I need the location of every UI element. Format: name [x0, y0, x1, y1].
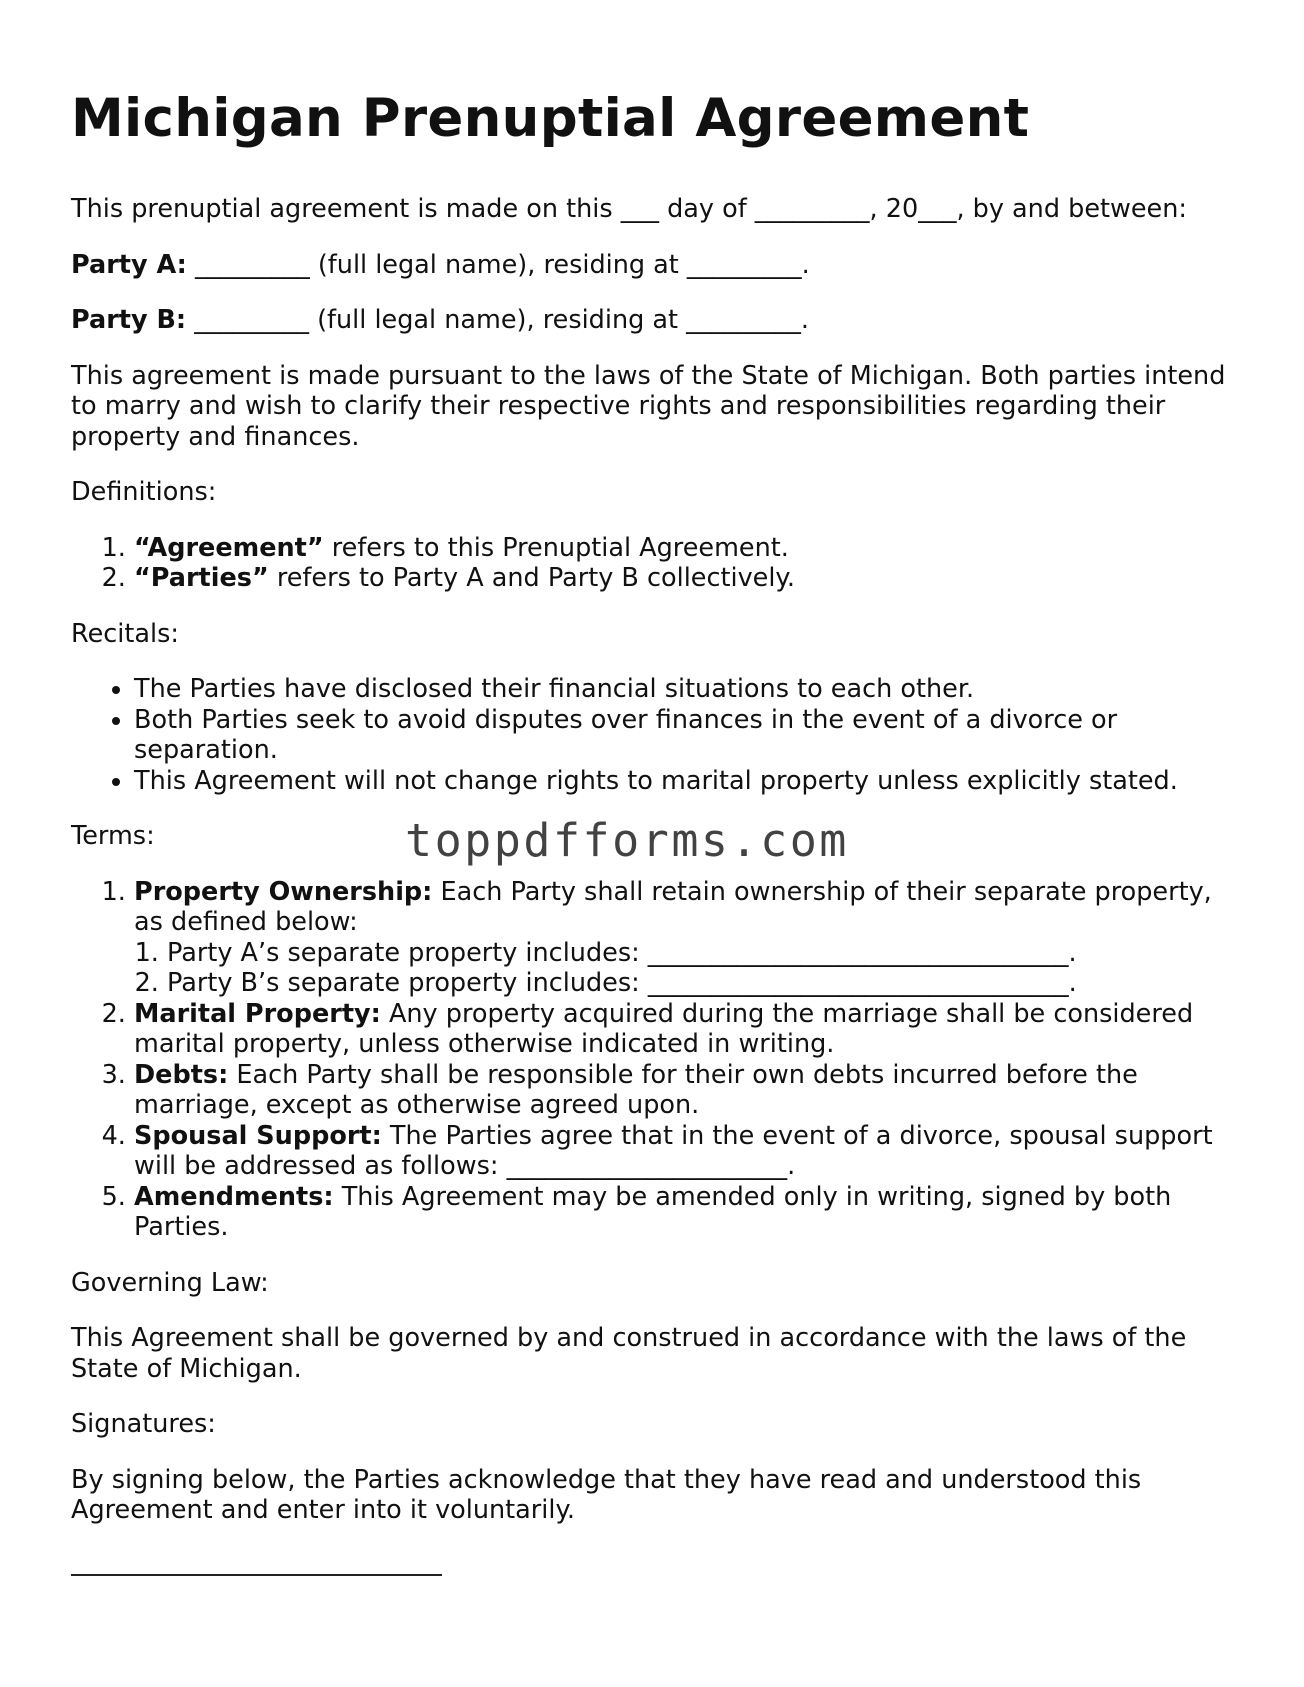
definition-term: “Parties” — [134, 563, 269, 593]
document-title: Michigan Prenuptial Agreement — [71, 88, 1030, 149]
property-subitem: 2. Party B’s separate property includes: _________________________________. — [167, 968, 1231, 999]
party-a-text: _________ (full legal name), residing at _________. — [186, 249, 810, 280]
term-title: Property Ownership: — [134, 876, 433, 907]
definition-term: “Agreement” — [134, 532, 324, 563]
term-text: This Agreement may be amended only in writing, signed by both Parties. — [134, 1181, 1172, 1242]
party-b-label: Party B: — [71, 305, 187, 335]
party-a-label: Party A: — [71, 249, 187, 280]
party-b-text: _________ (full legal name), residing at _________. — [186, 305, 809, 335]
watermark: toppdfforms.com — [405, 814, 849, 867]
term-text: Any property acquired during the marriage shall be considered marital property, unless otherwise indicated in writing. — [134, 998, 1194, 1059]
signature-line — [71, 1574, 442, 1576]
term-text: Each Party shall be responsible for their own debts incurred before the marriage, except as otherwise agreed upon. — [134, 1059, 1138, 1120]
recital-item: • This Agreement will not change rights to marital property unless explicitly stated. — [134, 766, 1231, 797]
term-item — [134, 1060, 1231, 1121]
terms-list — [71, 877, 1231, 1243]
definitions-heading: Definitions: — [71, 477, 217, 507]
term-item — [134, 877, 1231, 999]
term-title: Debts: — [134, 1059, 229, 1090]
intro-paragraph: This prenuptial agreement is made on this ___ day of _________, 20___, by and between: — [71, 194, 1187, 224]
term-item — [134, 1121, 1231, 1182]
definition-item — [134, 533, 1231, 564]
term-text: Each Party shall retain ownership of their separate property, as defined below: — [134, 876, 1212, 937]
document-page — [71, 88, 1231, 1551]
recital-item: • The Parties have disclosed their financial situations to each other. — [134, 674, 1231, 705]
party-a-line — [71, 250, 1231, 281]
term-title: Marital Property: — [134, 998, 381, 1029]
signatures-heading: Signatures: — [71, 1409, 216, 1439]
recital-item: • Both Parties seek to avoid disputes over finances in the event of a divorce or separation. — [134, 705, 1231, 766]
term-item — [134, 1182, 1231, 1243]
governing-law-heading: Governing Law: — [71, 1267, 269, 1298]
purpose-paragraph: This agreement is made pursuant to the laws of the State of Michigan. Both parties intend to marry and wish to clarify their respective rights and responsibilities regarding their property and finances. — [71, 360, 1226, 452]
terms-heading: Terms: — [71, 821, 155, 851]
term-item — [134, 999, 1231, 1060]
recitals-list — [71, 674, 1231, 796]
definition-text: refers to this Prenuptial Agreement. — [323, 532, 789, 563]
definition-text: refers to Party A and Party B collectively. — [268, 563, 795, 593]
property-sublist — [134, 938, 1231, 999]
signatures-text: By signing below, the Parties acknowledge that they have read and understood this Agreement and enter into it voluntarily. — [71, 1464, 1142, 1525]
definitions-list — [71, 533, 1231, 594]
party-b-line — [71, 305, 1231, 336]
recitals-heading: Recitals: — [71, 618, 179, 649]
term-text: The Parties agree that in the event of a divorce, spousal support will be addressed as follows: ______________________. — [134, 1120, 1213, 1181]
property-subitem: 1. Party A’s separate property includes: _________________________________. — [167, 938, 1231, 969]
term-title: Spousal Support: — [134, 1120, 382, 1151]
term-title: Amendments: — [134, 1181, 334, 1212]
governing-law-text: This Agreement shall be governed by and construed in accordance with the laws of the State of Michigan. — [71, 1323, 1187, 1384]
definition-item — [134, 563, 1231, 594]
